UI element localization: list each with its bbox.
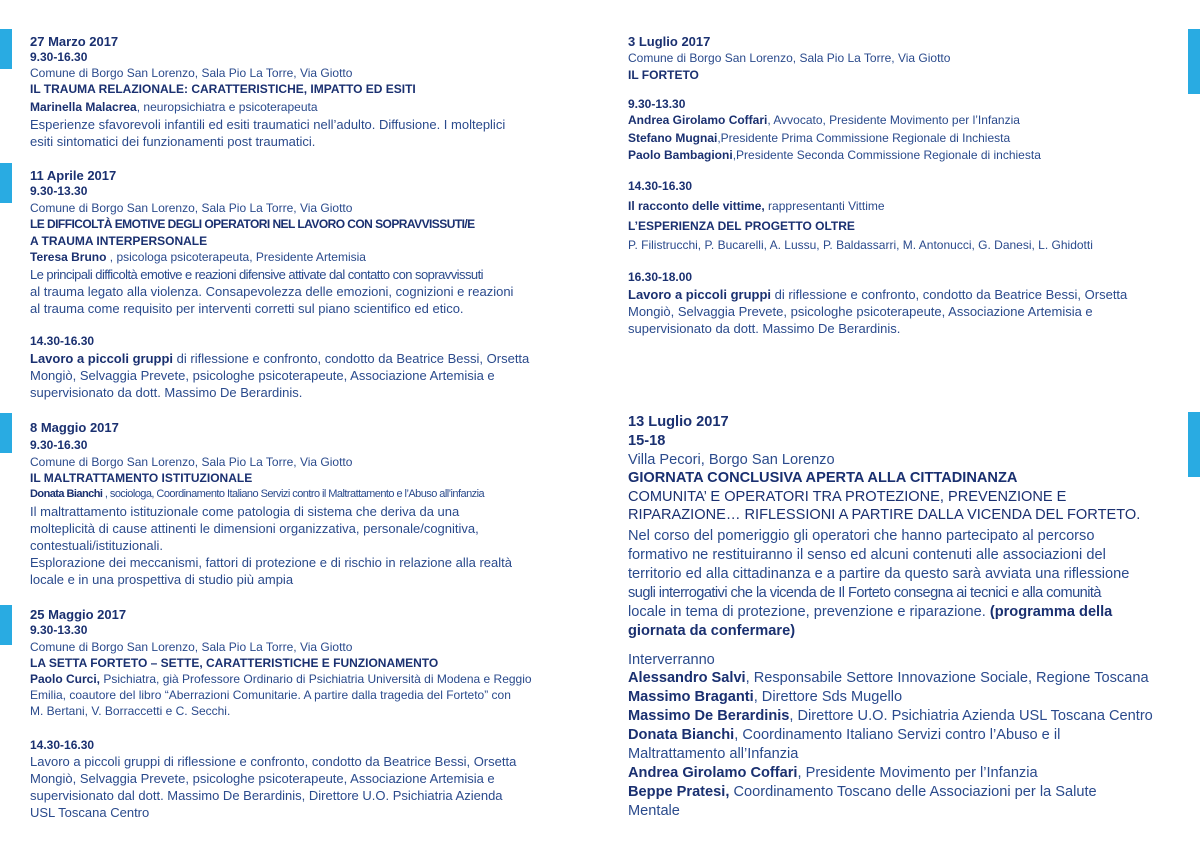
speaker-line: Stefano Mugnai,Presidente Prima Commissione Regionale di Inchiesta bbox=[628, 131, 1011, 145]
event-speaker: Donata Bianchi , sociologa, Coordinamento Italiano Servizi contro il Maltrattamento e l’Abuso all’infanzia bbox=[30, 488, 485, 500]
event-title: IL TRAUMA RELAZIONALE: CARATTERISTICHE, IMPATTO ED ESITI bbox=[30, 82, 416, 96]
interventions-label: Interverranno bbox=[628, 652, 715, 668]
event-title: LE DIFFICOLTÀ EMOTIVE DEGLI OPERATORI NEL LAVORO CON SOPRAVVISSUTI/E bbox=[30, 217, 475, 231]
event-work: Lavoro a piccoli gruppi di riflessione e confronto, condotto da Beatrice Bessi, Orsetta bbox=[30, 351, 530, 366]
speaker-line: Alessandro Salvi, Responsabile Settore Innovazione Sociale, Regione Toscana bbox=[628, 670, 1149, 686]
event-desc: territorio ed alla cittadinanza e a partire da questo sarà avviata una riflessione bbox=[628, 566, 1130, 582]
event-time: 9.30-13.30 bbox=[30, 623, 88, 637]
event-subtitle: COMUNITA’ E OPERATORI TRA PROTEZIONE, PREVENZIONE E bbox=[628, 489, 1067, 505]
event-date: 13 Luglio 2017 bbox=[628, 414, 729, 430]
event-subtitle: RIPARAZIONE… RIFLESSIONI A PARTIRE DALLA VICENDA DEL FORTETO. bbox=[628, 507, 1141, 523]
event-marker-bar bbox=[0, 413, 12, 453]
victims-line: Il racconto delle vittime, rappresentanti Vittime bbox=[628, 199, 885, 213]
event-time: 14.30-16.30 bbox=[628, 179, 693, 193]
event-marker-bar bbox=[1188, 29, 1200, 94]
event-title: IL FORTETO bbox=[628, 68, 699, 82]
event-desc: al trauma come requisito per interventi corretti sul piano scientifico ed etico. bbox=[30, 301, 464, 316]
event-title: LA SETTA FORTETO – SETTE, CARATTERISTICHE E FUNZIONAMENTO bbox=[30, 656, 439, 670]
event-time: 9.30-16.30 bbox=[30, 50, 88, 64]
event-desc: giornata da confermare) bbox=[628, 623, 796, 639]
event-desc: formativo ne restituiranno il senso ed alcuni contenuti alle associazioni del bbox=[628, 547, 1106, 563]
event-desc: Esperienze sfavorevoli infantili ed esiti traumatici nell’adulto. Diffusione. I molteplici bbox=[30, 117, 506, 132]
event-place: Comune di Borgo San Lorenzo, Sala Pio La Torre, Via Giotto bbox=[628, 51, 951, 65]
event-title: IL MALTRATTAMENTO ISTITUZIONALE bbox=[30, 471, 253, 485]
event-time: 16.30-18.00 bbox=[628, 270, 693, 284]
event-place: Comune di Borgo San Lorenzo, Sala Pio La Torre, Via Giotto bbox=[30, 455, 353, 469]
event-marker-bar bbox=[1188, 412, 1200, 477]
event-work: supervisionato da dott. Massimo De Berardinis. bbox=[30, 385, 303, 400]
speaker-line: Andrea Girolamo Coffari, Avvocato, Presidente Movimento per l’Infanzia bbox=[628, 113, 1020, 127]
event-work: USL Toscana Centro bbox=[30, 805, 150, 820]
speaker-line: Andrea Girolamo Coffari, Presidente Movimento per l’Infanzia bbox=[628, 765, 1038, 781]
event-speaker: Paolo Curci, Psichiatra, già Professore Ordinario di Psichiatria Università di Modena e Reggio bbox=[30, 672, 532, 686]
event-title: GIORNATA CONCLUSIVA APERTA ALLA CITTADINANZA bbox=[628, 470, 1018, 486]
event-desc: locale e in una prospettiva di studio più ampia bbox=[30, 572, 294, 587]
event-place: Villa Pecori, Borgo San Lorenzo bbox=[628, 452, 835, 468]
event-title: A TRAUMA INTERPERSONALE bbox=[30, 234, 208, 248]
speaker-line: Paolo Bambagioni,Presidente Seconda Commissione Regionale di inchiesta bbox=[628, 148, 1041, 162]
event-date: 8 Maggio 2017 bbox=[30, 420, 119, 435]
event-date: 3 Luglio 2017 bbox=[628, 34, 711, 49]
event-place: Comune di Borgo San Lorenzo, Sala Pio La Torre, Via Giotto bbox=[30, 66, 353, 80]
event-desc: locale in tema di protezione, prevenzione e riparazione. (programma della bbox=[628, 604, 1113, 620]
event-desc: molteplicità di cause attinenti le dimensioni organizzativa, personale/cognitiva, bbox=[30, 521, 479, 536]
event-date: 27 Marzo 2017 bbox=[30, 34, 119, 49]
event-desc: Nel corso del pomeriggio gli operatori che hanno partecipato al percorso bbox=[628, 528, 1095, 544]
speaker-line: Massimo Braganti, Direttore Sds Mugello bbox=[628, 689, 903, 705]
event-date: 25 Maggio 2017 bbox=[30, 607, 127, 622]
event-speaker: M. Bertani, V. Borraccetti e C. Secchi. bbox=[30, 704, 231, 718]
event-work: Mongiò, Selvaggia Prevete, psicologhe psicoterapeute, Associazione Artemisia e bbox=[30, 771, 495, 786]
event-time: 14.30-16.30 bbox=[30, 334, 95, 348]
event-desc: Le principali difficoltà emotive e reazioni difensive attivate dal contatto con sopravvissuti bbox=[30, 267, 483, 282]
event-time: 9.30-16.30 bbox=[30, 438, 88, 452]
speaker-line: Beppe Pratesi, Coordinamento Toscano delle Associazioni per la Salute bbox=[628, 784, 1097, 800]
event-desc: Il maltrattamento istituzionale come patologia di sistema che deriva da una bbox=[30, 504, 460, 519]
speaker-line: Mentale bbox=[628, 803, 680, 819]
project-names: P. Filistrucchi, P. Bucarelli, A. Lussu, P. Baldassarri, M. Antonucci, G. Danesi, L. Ghidotti bbox=[628, 238, 1093, 252]
event-speaker: Marinella Malacrea, neuropsichiatra e psicoterapeuta bbox=[30, 100, 318, 114]
event-desc: Esplorazione dei meccanismi, fattori di protezione e di rischio in relazione alla realtà bbox=[30, 555, 512, 570]
event-desc: al trauma legato alla violenza. Consapevolezza delle emozioni, cognizioni e reazioni bbox=[30, 284, 514, 299]
event-marker-bar bbox=[0, 29, 12, 69]
event-time: 9.30-13.30 bbox=[30, 184, 88, 198]
event-place: Comune di Borgo San Lorenzo, Sala Pio La Torre, Via Giotto bbox=[30, 201, 353, 215]
speaker-line: Maltrattamento all’Infanzia bbox=[628, 746, 799, 762]
event-work: Mongiò, Selvaggia Prevete, psicologhe psicoterapeute, Associazione Artemisia e bbox=[30, 368, 495, 383]
event-desc: contestuali/istituzionali. bbox=[30, 538, 163, 553]
event-time: 14.30-16.30 bbox=[30, 738, 95, 752]
event-work: Mongiò, Selvaggia Prevete, psicologhe psicoterapeute, Associazione Artemisia e bbox=[628, 304, 1093, 319]
event-time: 15-18 bbox=[628, 433, 666, 449]
event-speaker: Emilia, coautore del libro “Aberrazioni Comunitarie. A partire dalla tragedia del Forteto” con bbox=[30, 688, 511, 702]
event-work: supervisionato dal dott. Massimo De Berardinis, Direttore U.O. Psichiatria Azienda bbox=[30, 788, 503, 803]
event-work: Lavoro a piccoli gruppi di riflessione e confronto, condotto da Beatrice Bessi, Orsetta bbox=[30, 754, 517, 769]
event-marker-bar bbox=[0, 605, 12, 645]
speaker-line: Massimo De Berardinis, Direttore U.O. Psichiatria Azienda USL Toscana Centro bbox=[628, 708, 1153, 724]
event-speaker: Teresa Bruno , psicologa psicoterapeuta, Presidente Artemisia bbox=[30, 250, 366, 264]
event-work: Lavoro a piccoli gruppi di riflessione e confronto, condotto da Beatrice Bessi, Orsetta bbox=[628, 287, 1128, 302]
event-time: 9.30-13.30 bbox=[628, 97, 686, 111]
event-desc: sugli interrogativi che la vicenda de Il Forteto consegna ai tecnici e alla comunità bbox=[628, 585, 1101, 601]
speaker-line: Donata Bianchi, Coordinamento Italiano Servizi contro l’Abuso e il bbox=[628, 727, 1061, 743]
event-date: 11 Aprile 2017 bbox=[30, 168, 117, 183]
event-place: Comune di Borgo San Lorenzo, Sala Pio La Torre, Via Giotto bbox=[30, 640, 353, 654]
event-work: supervisionato da dott. Massimo De Berardinis. bbox=[628, 321, 901, 336]
project-title: L’ESPERIENZA DEL PROGETTO OLTRE bbox=[628, 219, 855, 233]
event-marker-bar bbox=[0, 163, 12, 203]
event-desc: esiti sintomatici dei funzionamenti post traumatici. bbox=[30, 134, 316, 149]
